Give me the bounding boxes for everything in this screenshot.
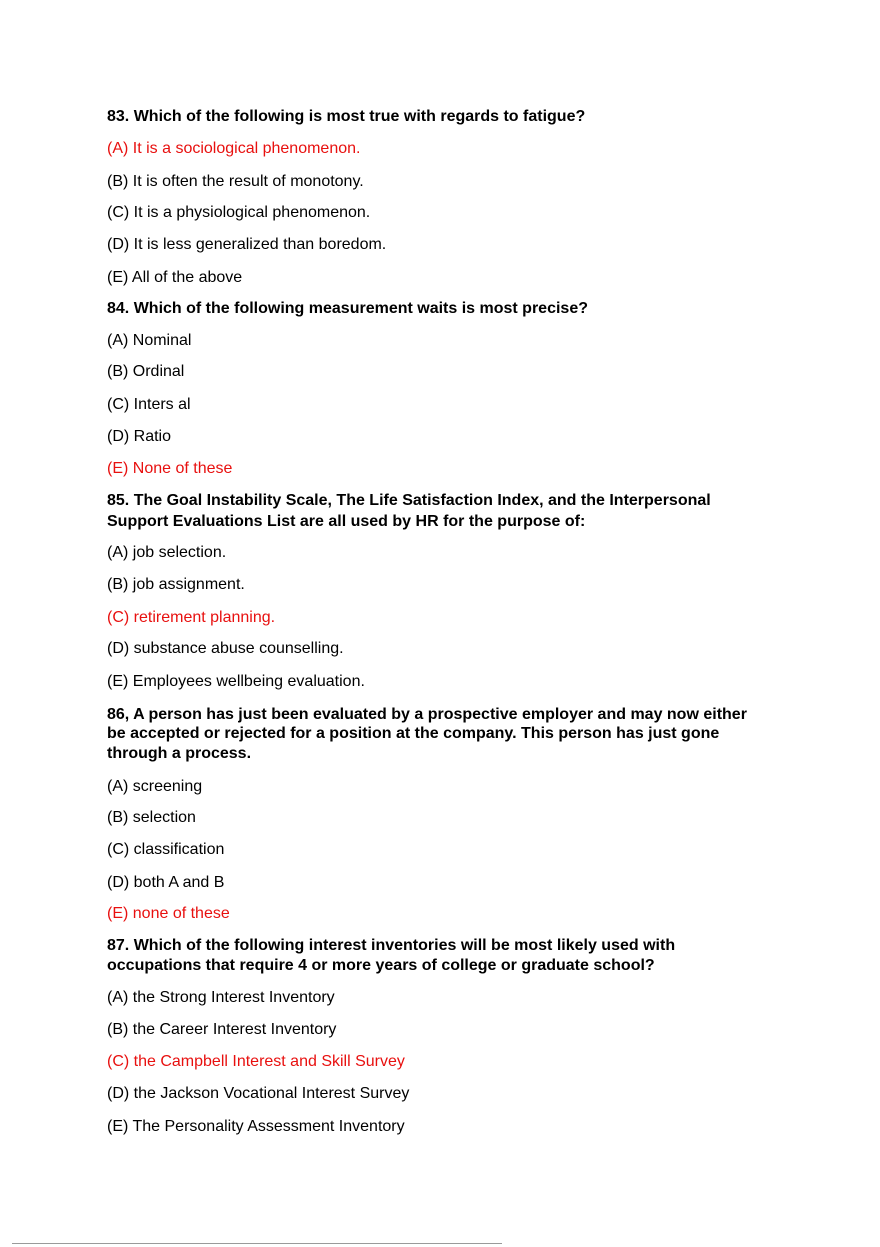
footer-rule [12,1243,502,1244]
question-85-line-2: Support Evaluations List are all used by HR for the purpose of: [107,513,586,530]
question-85-line-1: 85. The Goal Instability Scale, The Life Satisfaction Index, and the Interpersonal [107,492,711,509]
question-84: 84. Which of the following measurement waits is most precise? [107,300,588,317]
q83-option-b: (B) It is often the result of monotony. [107,173,364,190]
q87-option-c-answer: (C) the Campbell Interest and Skill Survey [107,1053,405,1070]
q87-option-e: (E) The Personality Assessment Inventory [107,1118,405,1135]
q83-option-c: (C) It is a physiological phenomenon. [107,204,371,221]
question-86-line-2: be accepted or rejected for a position at the company. This person has just gone [107,725,720,742]
q86-option-a: (A) screening [107,778,203,795]
q86-option-d: (D) both A and B [107,874,225,891]
q84-option-d: (D) Ratio [107,428,172,445]
q85-option-c-answer: (C) retirement planning. [107,609,276,626]
q84-option-c: (C) Inters al [107,396,191,413]
q84-option-b: (B) Ordinal [107,363,185,380]
question-87-line-1: 87. Which of the following interest inventories will be most likely used with [107,937,676,954]
q87-option-a: (A) the Strong Interest Inventory [107,989,335,1006]
q87-option-d: (D) the Jackson Vocational Interest Survey [107,1085,410,1102]
q85-option-b: (B) job assignment. [107,576,245,593]
q86-option-b: (B) selection [107,809,196,826]
question-86-line-3: through a process. [107,745,252,762]
q85-option-d: (D) substance abuse counselling. [107,640,344,657]
q84-option-e-answer: (E) None of these [107,460,233,477]
question-86-line-1: 86, A person has just been evaluated by a prospective employer and may now either [107,706,747,723]
question-83: 83. Which of the following is most true with regards to fatigue? [107,108,586,125]
question-87-line-2: occupations that require 4 or more years of college or graduate school? [107,957,655,974]
q85-option-a: (A) job selection. [107,544,227,561]
q83-option-e: (E) All of the above [107,269,243,286]
q86-option-c: (C) classification [107,841,225,858]
q83-option-d: (D) It is less generalized than boredom. [107,236,387,253]
q86-option-e-answer: (E) none of these [107,905,230,922]
q87-option-b: (B) the Career Interest Inventory [107,1021,337,1038]
q83-option-a-answer: (A) It is a sociological phenomenon. [107,140,361,157]
q85-option-e: (E) Employees wellbeing evaluation. [107,673,365,690]
q84-option-a: (A) Nominal [107,332,192,349]
